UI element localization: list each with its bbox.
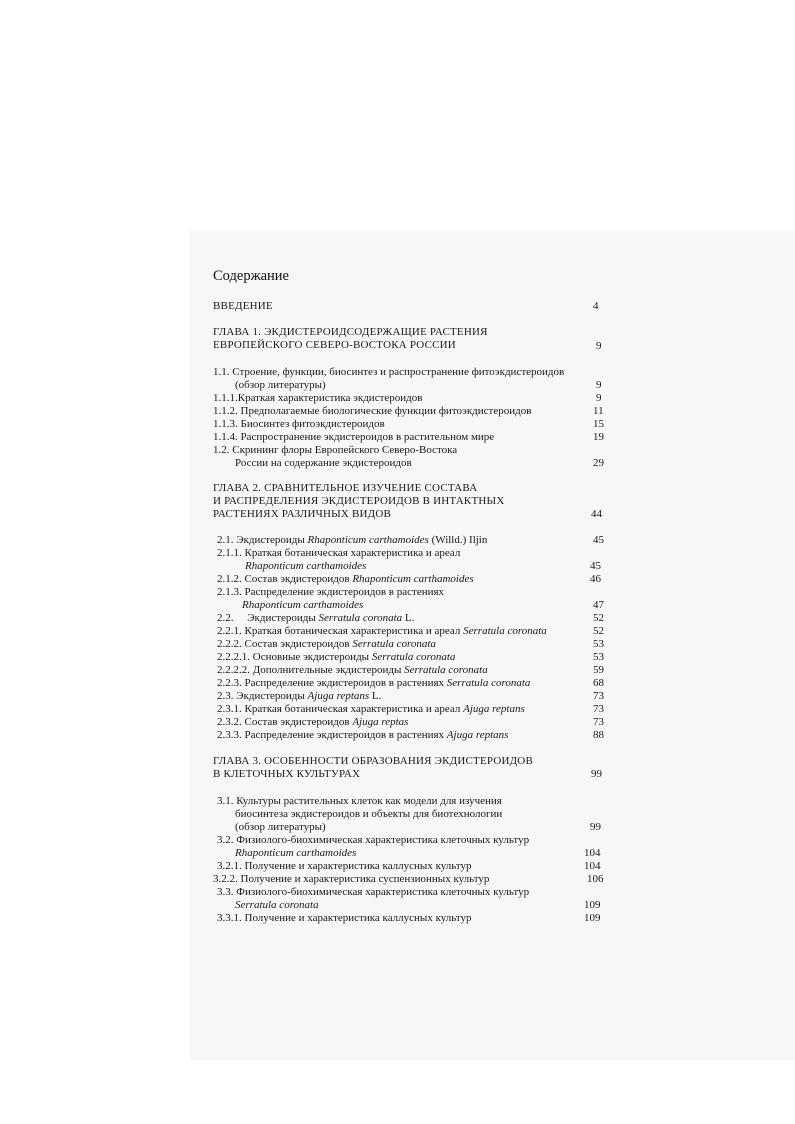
toc-entry-label: L. (402, 612, 415, 624)
toc-entry-label: (Willd.) Iljin (428, 534, 488, 546)
toc-page-number: 106 (587, 873, 604, 885)
toc-entry-label: 2.2. Экдистероиды (217, 612, 319, 624)
toc-entry-label: 1.1.4. Распространение экдистероидов в растительном мире (213, 431, 495, 443)
toc-page-number: 104 (584, 847, 601, 859)
toc-entry-label: 3.3. Физиолого-биохимическая характеристика клеточных культур (217, 886, 530, 898)
toc-page-number: 109 (584, 899, 601, 911)
species-name: Serratula coronata (463, 625, 547, 637)
toc-entry-label: 2.1.2. Состав экдистероидов (217, 573, 353, 585)
toc-page-number: 45 (593, 534, 604, 546)
toc-page-number: 44 (591, 508, 602, 520)
toc-page-number: 9 (596, 379, 602, 391)
toc-entry-label: 1.1.2. Предполагаемые биологические функции фитоэкдистероидов (213, 405, 532, 417)
toc-page-number: 68 (593, 677, 604, 689)
toc-entry-label: 3.1. Культуры растительных клеток как модели для изучения (217, 795, 502, 807)
toc-entry-label: L. (369, 690, 382, 702)
species-name: Serratula coronata (446, 677, 531, 689)
toc-page-number: 46 (590, 573, 601, 585)
species-name: Rhaponticum carthamoides (307, 534, 429, 546)
chapter-title-line: ЕВРОПЕЙСКОГО СЕВЕРО-ВОСТОКА РОССИИ (213, 339, 456, 351)
species-name: Rhaponticum carthamoides (352, 573, 474, 585)
toc-entry-label: 1.1.1.Краткая характеристика экдистероидов (213, 392, 423, 404)
chapter-title-line: ГЛАВА 3. ОСОБЕННОСТИ ОБРАЗОВАНИЯ ЭКДИСТЕРОИДОВ (213, 755, 533, 767)
toc-entry-label: 1.1.3. Биосинтез фитоэкдистероидов (213, 418, 385, 430)
toc-page-number: 53 (593, 638, 604, 650)
toc-entry-label: 2.2.3. Распределение экдистероидов в растениях (217, 677, 447, 689)
species-name: Serratula coronata (404, 664, 488, 676)
toc-page-number: 11 (593, 405, 604, 417)
toc-page-number: 99 (591, 768, 602, 780)
species-name: Rhaponticum carthamoides (245, 560, 367, 572)
chapter-title-line: ГЛАВА 2. СРАВНИТЕЛЬНОЕ ИЗУЧЕНИЕ СОСТАВА (213, 482, 478, 494)
toc-page-number: 19 (593, 431, 604, 443)
species-name: Ajuga reptans (307, 690, 370, 702)
page-title: Содержание (213, 268, 289, 284)
species-name: Rhaponticum carthamoides (242, 599, 364, 611)
chapter-title-line: В КЛЕТОЧНЫХ КУЛЬТУРАХ (213, 768, 361, 780)
toc-entry-label: 2.2.2. Состав экдистероидов (217, 638, 353, 650)
toc-page-number: 52 (593, 612, 604, 624)
chapter-title-line: РАСТЕНИЯХ РАЗЛИЧНЫХ ВИДОВ (213, 508, 392, 520)
species-name: Serratula coronata (371, 651, 456, 663)
toc-entry-label: 3.2.1. Получение и характеристика каллусных культур (217, 860, 472, 872)
toc-entry-label: биосинтеза экдистероидов и объекты для биотехнологии (235, 808, 503, 820)
toc-entry-label: 3.2.2. Получение и характеристика суспензионных культур (213, 873, 490, 885)
toc-page-number: 104 (584, 860, 601, 872)
toc-entry-label: 3.3.1. Получение и характеристика каллусных культур (217, 912, 472, 924)
toc-entry-label: 1.1. Строение, функции, биосинтез и распространение фитоэкдистероидов (213, 366, 565, 378)
species-name: Ajuga reptans (463, 703, 525, 715)
toc-entry-label: 2.1.3. Распределение экдистероидов в растениях (217, 586, 445, 598)
toc-entry-label: 2.2.2.2. Дополнительные экдистероиды (217, 664, 405, 676)
toc-page-number: 73 (593, 703, 604, 715)
toc-entry-label: (обзор литературы) (235, 821, 326, 833)
species-name: Serratula coronata (318, 612, 403, 624)
toc-entry-label: (обзор литературы) (235, 379, 326, 391)
species-name: Ajuga reptas (352, 716, 409, 728)
toc-page-number: 59 (593, 664, 604, 676)
toc-page-number: 15 (593, 418, 604, 430)
toc-page-number: 53 (593, 651, 604, 663)
toc-entry-label: 2.1.1. Краткая ботаническая характеристика и ареал (217, 547, 461, 559)
chapter-title-line: И РАСПРЕДЕЛЕНИЯ ЭКДИСТЕРОИДОВ В ИНТАКТНЫХ (213, 495, 505, 507)
toc-entry-label: 2.2.1. Краткая ботаническая характеристика и ареал (217, 625, 464, 637)
species-name: Rhaponticum carthamoides (235, 847, 357, 859)
toc-page-number: 4 (593, 300, 599, 312)
toc-page-number: 52 (593, 625, 604, 637)
toc-entry-label: России на содержание экдистероидов (235, 457, 412, 469)
toc-entry-label: 2.1. Экдистероиды (217, 534, 308, 546)
toc-entry-label: ВВЕДЕНИЕ (213, 300, 273, 312)
toc-page-number: 45 (590, 560, 601, 572)
species-name: Serratula coronata (235, 899, 319, 911)
toc-page-number: 109 (584, 912, 601, 924)
toc-page-number: 88 (593, 729, 604, 741)
toc-page-number: 9 (596, 392, 602, 404)
toc-page-number: 99 (590, 821, 601, 833)
chapter-title-line: ГЛАВА 1. ЭКДИСТЕРОИДСОДЕРЖАЩИЕ РАСТЕНИЯ (213, 326, 488, 338)
toc-page-number: 9 (596, 340, 602, 352)
toc-entry-label: 3.2. Физиолого-биохимическая характеристика клеточных культур (217, 834, 530, 846)
toc-entry-label: 2.3. Экдистероиды (217, 690, 308, 702)
toc-page-number: 73 (593, 716, 604, 728)
toc-page-number: 47 (593, 599, 604, 611)
species-name: Ajuga reptans (446, 729, 509, 741)
toc-page-number: 73 (593, 690, 604, 702)
toc-entry-label: 2.3.2. Состав экдистероидов (217, 716, 353, 728)
toc-entry-label: 2.2.2.1. Основные экдистероиды (217, 651, 372, 663)
toc-entry-label: 2.3.3. Распределение экдистероидов в растениях (217, 729, 447, 741)
toc-entry-label: 2.3.1. Краткая ботаническая характеристика и ареал (217, 703, 464, 715)
species-name: Serratula coronata (352, 638, 436, 650)
toc-entry-label: 1.2. Скрининг флоры Европейского Северо-Востока (213, 444, 458, 456)
toc-page-number: 29 (593, 457, 604, 469)
